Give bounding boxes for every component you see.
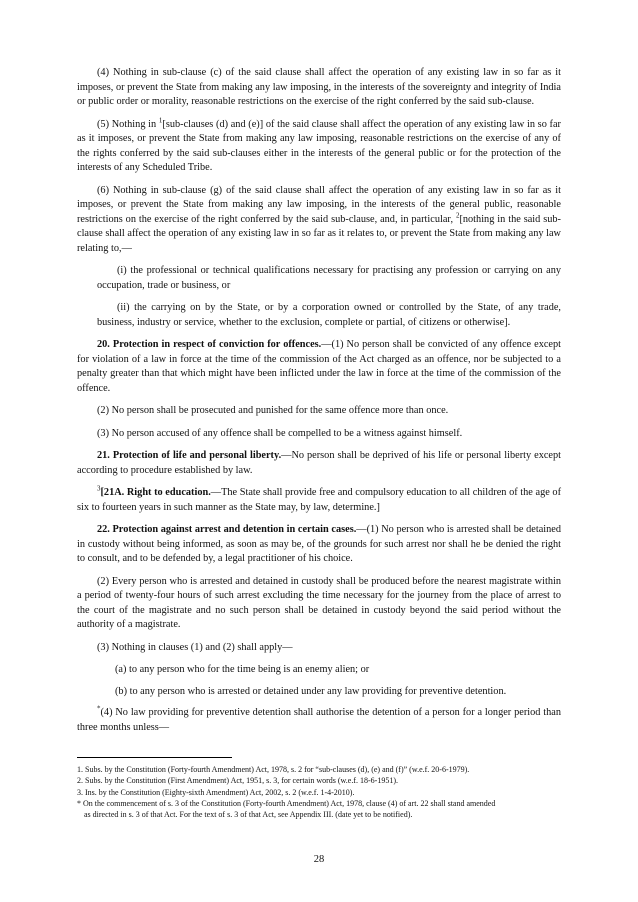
clause-6-paragraph bbox=[77, 184, 561, 257]
article-21-text: —No person shall be deprived of his life or personal liberty except according to procedure established by law. bbox=[77, 450, 561, 476]
clause-6-text: [nothing in the said sub-clause shall affect the operation of any existing law in so far as it relates to, or prevent the State from making any law relating to,— bbox=[77, 213, 561, 254]
article-22-clause-3 bbox=[77, 641, 561, 656]
clause-4-text: (4) Nothing in sub-clause (c) of the said clause shall affect the operation of any existing law in so far as it imposes, or prevent the State from making any law imposing, in the interests of the sovereignty and integrity of India or public order or morality, reasonable restrictions on the exercise of the right conferred by the said sub-clause. bbox=[77, 67, 561, 107]
footnote-separator bbox=[77, 757, 232, 758]
article-22-clause-3-b-text: (b) to any person who is arrested or detained under any law providing for preventive detention. bbox=[115, 685, 507, 697]
article-22-clause-3-b bbox=[77, 685, 561, 700]
footnotes bbox=[77, 764, 561, 820]
article-22-paragraph bbox=[77, 523, 561, 567]
article-22-clause-4 bbox=[77, 706, 561, 735]
page-number: 28 bbox=[313, 854, 325, 865]
article-20-clause-3-text: (3) No person accused of any offence shall be compelled to be a witness against himself. bbox=[97, 427, 463, 439]
clause-6-item-ii bbox=[97, 301, 561, 330]
page-body bbox=[77, 66, 561, 743]
footnote-2: 2. Subs. by the Constitution (First Amendment) Act, 1951, s. 3, for certain words (w.e.f. 18-6-1951). bbox=[77, 776, 398, 786]
footnote-marker-star: * bbox=[97, 704, 101, 713]
clause-5-paragraph bbox=[77, 118, 561, 176]
footnote-1: 1. Subs. by the Constitution (Forty-fourth Amendment) Act, 1978, s. 2 for “sub-clauses (d), (e) and (f)” (w.e.f. 20-6-1979). bbox=[77, 765, 470, 774]
article-22-clause-2 bbox=[77, 575, 561, 633]
clause-6-lead: (6) Nothing in sub-clause (g) of the said clause shall affect the operation of any existing law in so far as it imposes, or prevent the State from making any law imposing, in the interests of the general public, reasonable restrictions on the exercise of the right conferred by the said sub-clause, and, in particular, bbox=[77, 184, 561, 225]
article-22-heading: 22. Protection against arrest and detention in certain cases. bbox=[97, 524, 357, 535]
article-21-heading: 21. Protection of life and personal liberty. bbox=[97, 450, 282, 461]
article-22-clause-3-text: (3) Nothing in clauses (1) and (2) shall apply— bbox=[97, 641, 293, 653]
article-21-paragraph bbox=[77, 449, 561, 478]
clause-4-paragraph bbox=[77, 66, 561, 110]
clause-5-text: [sub-clauses (d) and (e)] of the said clause shall affect the operation of any existing law in so far as it imposes, or prevent the State from making any law imposing, reasonable restrictions on the exercise of any of the rights conferred by the said sub-clauses either in the interests of the general public or for the protection of the interests of any Scheduled Tribe. bbox=[77, 118, 561, 173]
footnote-marker-1: 1 bbox=[158, 116, 163, 125]
article-20-clause-2 bbox=[77, 404, 561, 419]
footnote-marker-2: 2 bbox=[455, 211, 460, 220]
article-20-paragraph bbox=[77, 338, 561, 396]
footnote-star: * On the commencement of s. 3 of the Constitution (Forty-fourth Amendment) Act, 1978, clause (4) of art. 22 shall stand amended bbox=[77, 798, 496, 808]
clause-6-item-ii-text: (ii) the carrying on by the State, or by a corporation owned or controlled by the State, of any trade, business, industry or service, whether to the exclusion, complete or partial, of citizens or otherwise]. bbox=[97, 302, 561, 328]
article-22-text: —(1) No person who is arrested shall be detained in custody without being informed, as soon as may be, of the grounds for such arrest nor shall he be denied the right to consult, and to be defended by, a legal practitioner of his choice. bbox=[77, 524, 561, 564]
article-22-clause-4-text: (4) No law providing for preventive detention shall authorise the detention of a person for a longer period than three months unless— bbox=[77, 707, 561, 733]
footnote-marker-3: 3 bbox=[97, 484, 101, 493]
article-21a-heading: [21A. Right to education. bbox=[100, 487, 211, 498]
footnote-3: 3. Ins. by the Constitution (Eighty-sixth Amendment) Act, 2002, s. 2 (w.e.f. 1-4-2010). bbox=[77, 787, 355, 797]
clause-6-item-i-text: (i) the professional or technical qualifications necessary for practising any profession or carrying on any occupation, trade or business, or bbox=[97, 265, 561, 291]
clause-5-lead: (5) Nothing in bbox=[97, 118, 159, 130]
footnote-star-continued: as directed in s. 3 of that Act. For the text of s. 3 of that Act, see Appendix III. (date yet to be notified). bbox=[84, 810, 413, 820]
article-21a-text: —The State shall provide free and compulsory education to all children of the age of six to fourteen years in such manner as the State may, by law, determine.] bbox=[77, 487, 561, 513]
article-22-clause-3-a bbox=[77, 663, 561, 678]
clause-6-item-i bbox=[97, 264, 561, 293]
article-20-heading: 20. Protection in respect of conviction for offences. bbox=[97, 339, 322, 350]
article-20-clause-3 bbox=[77, 427, 561, 442]
article-22-clause-3-a-text: (a) to any person who for the time being is an enemy alien; or bbox=[115, 664, 370, 675]
article-22-clause-2-text: (2) Every person who is arrested and detained in custody shall be produced before the nearest magistrate within a period of twenty-four hours of such arrest excluding the time necessary for the journey from the place of arrest to the court of the magistrate and no such person shall be detained in custody beyond the said period without the authority of a magistrate. bbox=[77, 575, 561, 630]
article-20-clause-2-text: (2) No person shall be prosecuted and punished for the same offence more than once. bbox=[97, 405, 449, 416]
article-21a-paragraph bbox=[77, 486, 561, 515]
article-20-text: —(1) No person shall be convicted of any offence except for violation of a law in force at the time of the commission of the Act charged as an offence, nor be subjected to a penalty greater than that which might have been inflicted under the law in force at the time of the commission of the offence. bbox=[77, 339, 561, 394]
